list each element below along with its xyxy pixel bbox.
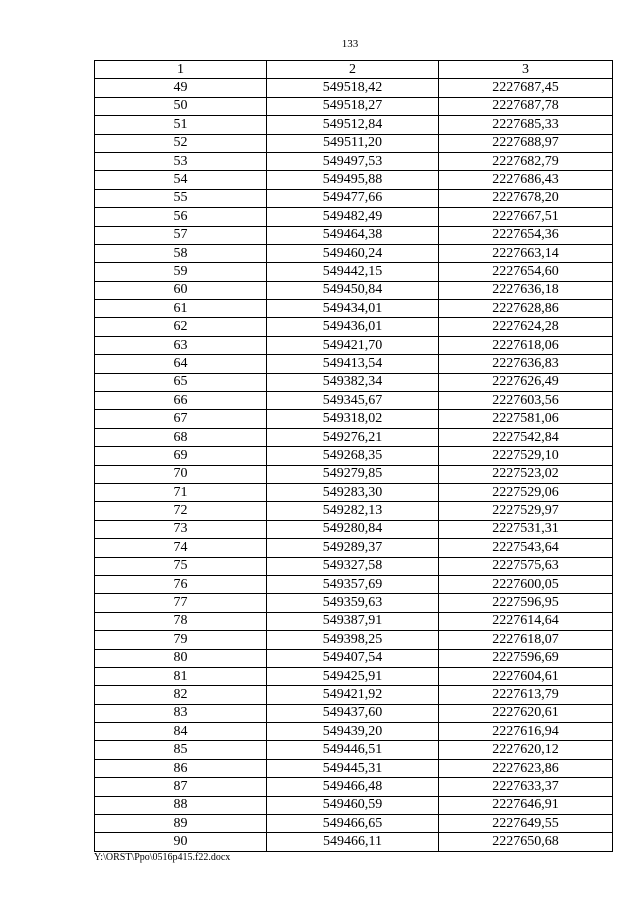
table-row <box>95 557 613 575</box>
point-number-cell: 70 <box>95 465 267 483</box>
y-coordinate-cell: 2227596,95 <box>439 594 613 612</box>
point-number-cell: 72 <box>95 502 267 520</box>
point-number-cell: 52 <box>95 134 267 152</box>
point-number-cell: 58 <box>95 244 267 262</box>
point-number-cell: 49 <box>95 79 267 97</box>
y-coordinate-cell: 2227623,86 <box>439 759 613 777</box>
x-coordinate-cell: 549434,01 <box>267 300 439 318</box>
table-row <box>95 759 613 777</box>
x-coordinate-cell: 549407,54 <box>267 649 439 667</box>
x-coordinate-cell: 549268,35 <box>267 447 439 465</box>
point-number-cell: 82 <box>95 686 267 704</box>
table-row <box>95 741 613 759</box>
table-row <box>95 355 613 373</box>
x-coordinate-cell: 549466,48 <box>267 778 439 796</box>
table-row <box>95 778 613 796</box>
y-coordinate-cell: 2227633,37 <box>439 778 613 796</box>
point-number-cell: 88 <box>95 796 267 814</box>
y-coordinate-cell: 2227543,64 <box>439 539 613 557</box>
y-coordinate-cell: 2227600,05 <box>439 575 613 593</box>
column-header-3: 3 <box>439 61 613 79</box>
point-number-cell: 86 <box>95 759 267 777</box>
y-coordinate-cell: 2227646,91 <box>439 796 613 814</box>
point-number-cell: 76 <box>95 575 267 593</box>
point-number-cell: 87 <box>95 778 267 796</box>
table-row <box>95 447 613 465</box>
point-number-cell: 61 <box>95 300 267 318</box>
point-number-cell: 69 <box>95 447 267 465</box>
table-row <box>95 428 613 446</box>
point-number-cell: 83 <box>95 704 267 722</box>
y-coordinate-cell: 2227654,36 <box>439 226 613 244</box>
point-number-cell: 62 <box>95 318 267 336</box>
table-row <box>95 134 613 152</box>
point-number-cell: 85 <box>95 741 267 759</box>
table-row <box>95 208 613 226</box>
table-row <box>95 318 613 336</box>
point-number-cell: 71 <box>95 483 267 501</box>
page-number: 133 <box>341 38 359 50</box>
x-coordinate-cell: 549387,91 <box>267 612 439 630</box>
table-row <box>95 97 613 115</box>
x-coordinate-cell: 549512,84 <box>267 116 439 134</box>
x-coordinate-cell: 549466,65 <box>267 815 439 833</box>
x-coordinate-cell: 549437,60 <box>267 704 439 722</box>
y-coordinate-cell: 2227667,51 <box>439 208 613 226</box>
x-coordinate-cell: 549439,20 <box>267 723 439 741</box>
table-row <box>95 704 613 722</box>
point-number-cell: 84 <box>95 723 267 741</box>
y-coordinate-cell: 2227529,06 <box>439 483 613 501</box>
y-coordinate-cell: 2227618,06 <box>439 336 613 354</box>
x-coordinate-cell: 549289,37 <box>267 539 439 557</box>
point-number-cell: 73 <box>95 520 267 538</box>
x-coordinate-cell: 549464,38 <box>267 226 439 244</box>
x-coordinate-cell: 549518,27 <box>267 97 439 115</box>
table-row <box>95 465 613 483</box>
table-row <box>95 226 613 244</box>
table-row <box>95 815 613 833</box>
y-coordinate-cell: 2227663,14 <box>439 244 613 262</box>
x-coordinate-cell: 549425,91 <box>267 667 439 685</box>
x-coordinate-cell: 549382,34 <box>267 373 439 391</box>
y-coordinate-cell: 2227682,79 <box>439 152 613 170</box>
x-coordinate-cell: 549466,11 <box>267 833 439 851</box>
point-number-cell: 51 <box>95 116 267 134</box>
y-coordinate-cell: 2227596,69 <box>439 649 613 667</box>
table-row <box>95 520 613 538</box>
x-coordinate-cell: 549279,85 <box>267 465 439 483</box>
x-coordinate-cell: 549460,24 <box>267 244 439 262</box>
x-coordinate-cell: 549421,70 <box>267 336 439 354</box>
table-row <box>95 594 613 612</box>
point-number-cell: 78 <box>95 612 267 630</box>
y-coordinate-cell: 2227542,84 <box>439 428 613 446</box>
x-coordinate-cell: 549511,20 <box>267 134 439 152</box>
point-number-cell: 59 <box>95 263 267 281</box>
table-row <box>95 263 613 281</box>
y-coordinate-cell: 2227531,31 <box>439 520 613 538</box>
y-coordinate-cell: 2227636,18 <box>439 281 613 299</box>
x-coordinate-cell: 549442,15 <box>267 263 439 281</box>
table-row <box>95 631 613 649</box>
table-row <box>95 189 613 207</box>
y-coordinate-cell: 2227620,12 <box>439 741 613 759</box>
x-coordinate-cell: 549327,58 <box>267 557 439 575</box>
y-coordinate-cell: 2227575,63 <box>439 557 613 575</box>
y-coordinate-cell: 2227613,79 <box>439 686 613 704</box>
column-header-1: 1 <box>95 61 267 79</box>
table-row <box>95 723 613 741</box>
point-number-cell: 75 <box>95 557 267 575</box>
x-coordinate-cell: 549477,66 <box>267 189 439 207</box>
table-row <box>95 833 613 851</box>
y-coordinate-cell: 2227529,97 <box>439 502 613 520</box>
point-number-cell: 60 <box>95 281 267 299</box>
point-number-cell: 55 <box>95 189 267 207</box>
table-row <box>95 336 613 354</box>
y-coordinate-cell: 2227523,02 <box>439 465 613 483</box>
point-number-cell: 56 <box>95 208 267 226</box>
table-row <box>95 502 613 520</box>
y-coordinate-cell: 2227685,33 <box>439 116 613 134</box>
table-row <box>95 300 613 318</box>
y-coordinate-cell: 2227649,55 <box>439 815 613 833</box>
y-coordinate-cell: 2227529,10 <box>439 447 613 465</box>
table-row <box>95 667 613 685</box>
table-row <box>95 116 613 134</box>
x-coordinate-cell: 549276,21 <box>267 428 439 446</box>
table-row <box>95 686 613 704</box>
x-coordinate-cell: 549318,02 <box>267 410 439 428</box>
x-coordinate-cell: 549497,53 <box>267 152 439 170</box>
y-coordinate-cell: 2227628,86 <box>439 300 613 318</box>
point-number-cell: 67 <box>95 410 267 428</box>
table-row <box>95 152 613 170</box>
table-body <box>95 79 613 851</box>
table-row <box>95 281 613 299</box>
y-coordinate-cell: 2227604,61 <box>439 667 613 685</box>
table-row <box>95 612 613 630</box>
y-coordinate-cell: 2227603,56 <box>439 392 613 410</box>
y-coordinate-cell: 2227616,94 <box>439 723 613 741</box>
y-coordinate-cell: 2227624,28 <box>439 318 613 336</box>
x-coordinate-cell: 549282,13 <box>267 502 439 520</box>
x-coordinate-cell: 549518,42 <box>267 79 439 97</box>
table-row <box>95 410 613 428</box>
x-coordinate-cell: 549283,30 <box>267 483 439 501</box>
point-number-cell: 80 <box>95 649 267 667</box>
x-coordinate-cell: 549482,49 <box>267 208 439 226</box>
y-coordinate-cell: 2227581,06 <box>439 410 613 428</box>
point-number-cell: 74 <box>95 539 267 557</box>
coordinates-table <box>94 60 613 852</box>
x-coordinate-cell: 549345,67 <box>267 392 439 410</box>
x-coordinate-cell: 549450,84 <box>267 281 439 299</box>
point-number-cell: 50 <box>95 97 267 115</box>
y-coordinate-cell: 2227654,60 <box>439 263 613 281</box>
x-coordinate-cell: 549460,59 <box>267 796 439 814</box>
x-coordinate-cell: 549413,54 <box>267 355 439 373</box>
table-row <box>95 244 613 262</box>
y-coordinate-cell: 2227650,68 <box>439 833 613 851</box>
point-number-cell: 81 <box>95 667 267 685</box>
point-number-cell: 63 <box>95 336 267 354</box>
point-number-cell: 65 <box>95 373 267 391</box>
point-number-cell: 79 <box>95 631 267 649</box>
table-row <box>95 483 613 501</box>
x-coordinate-cell: 549436,01 <box>267 318 439 336</box>
table-row <box>95 539 613 557</box>
y-coordinate-cell: 2227678,20 <box>439 189 613 207</box>
x-coordinate-cell: 549398,25 <box>267 631 439 649</box>
x-coordinate-cell: 549357,69 <box>267 575 439 593</box>
point-number-cell: 68 <box>95 428 267 446</box>
y-coordinate-cell: 2227614,64 <box>439 612 613 630</box>
footer-file-path: Y:\ORST\Ppo\0516p415.f22.docx <box>94 852 231 863</box>
point-number-cell: 77 <box>95 594 267 612</box>
y-coordinate-cell: 2227687,78 <box>439 97 613 115</box>
column-header-2: 2 <box>267 61 439 79</box>
table-row <box>95 649 613 667</box>
table-row <box>95 171 613 189</box>
table-row <box>95 796 613 814</box>
x-coordinate-cell: 549445,31 <box>267 759 439 777</box>
table-row <box>95 373 613 391</box>
header-row <box>95 61 613 79</box>
y-coordinate-cell: 2227626,49 <box>439 373 613 391</box>
y-coordinate-cell: 2227687,45 <box>439 79 613 97</box>
y-coordinate-cell: 2227636,83 <box>439 355 613 373</box>
y-coordinate-cell: 2227620,61 <box>439 704 613 722</box>
x-coordinate-cell: 549446,51 <box>267 741 439 759</box>
point-number-cell: 53 <box>95 152 267 170</box>
point-number-cell: 64 <box>95 355 267 373</box>
y-coordinate-cell: 2227686,43 <box>439 171 613 189</box>
table-row <box>95 79 613 97</box>
x-coordinate-cell: 549280,84 <box>267 520 439 538</box>
point-number-cell: 90 <box>95 833 267 851</box>
y-coordinate-cell: 2227688,97 <box>439 134 613 152</box>
table-row <box>95 392 613 410</box>
point-number-cell: 66 <box>95 392 267 410</box>
x-coordinate-cell: 549495,88 <box>267 171 439 189</box>
x-coordinate-cell: 549359,63 <box>267 594 439 612</box>
x-coordinate-cell: 549421,92 <box>267 686 439 704</box>
y-coordinate-cell: 2227618,07 <box>439 631 613 649</box>
point-number-cell: 89 <box>95 815 267 833</box>
point-number-cell: 57 <box>95 226 267 244</box>
point-number-cell: 54 <box>95 171 267 189</box>
table-row <box>95 575 613 593</box>
